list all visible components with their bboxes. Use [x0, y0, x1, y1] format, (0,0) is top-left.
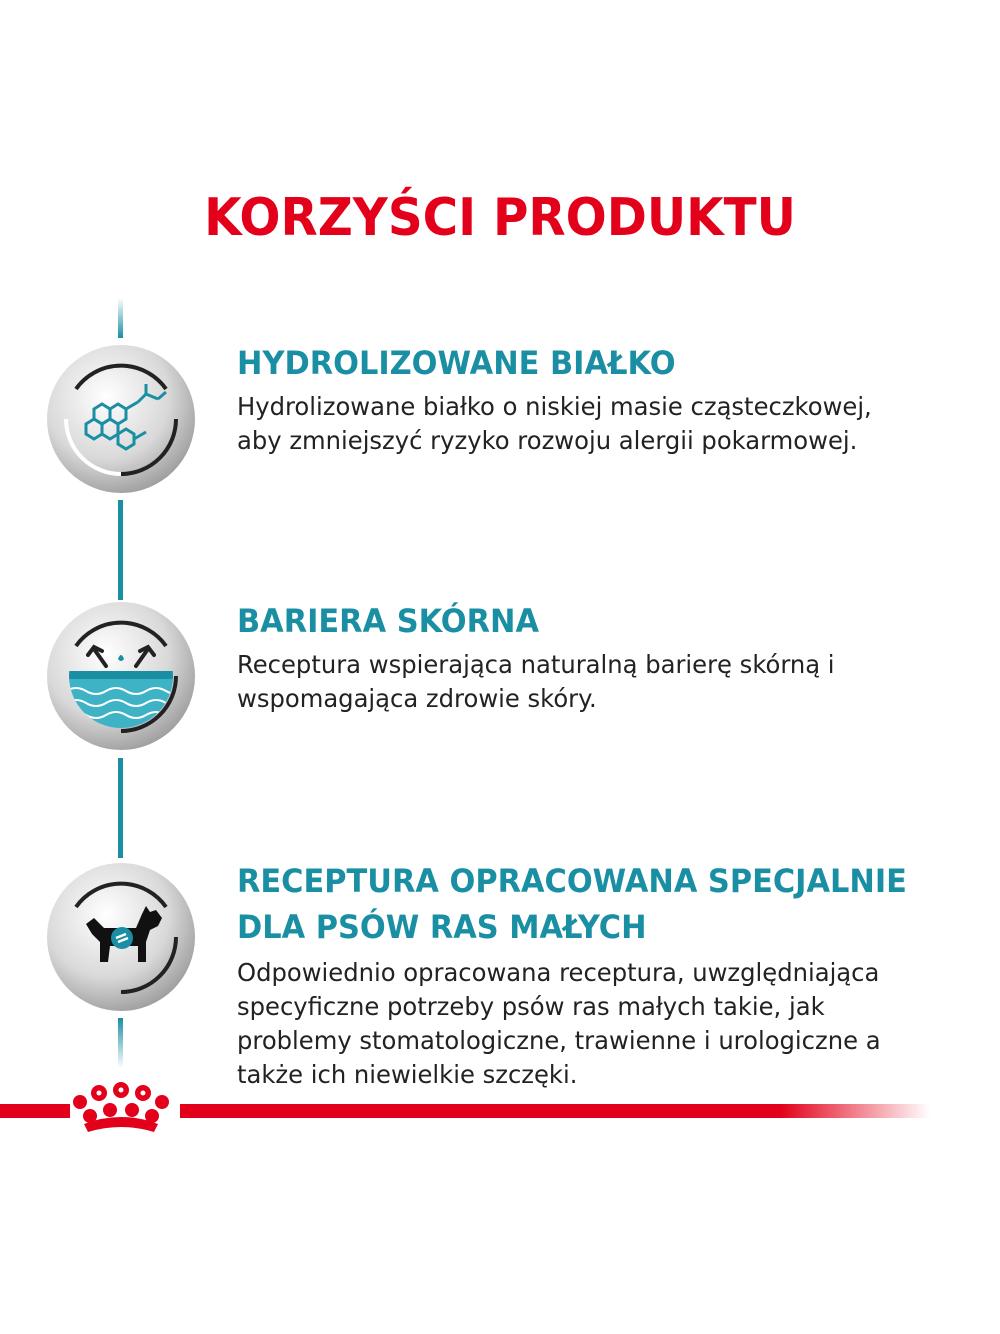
timeline-segment: [118, 500, 123, 600]
footer-red-line-fade: [180, 1104, 930, 1118]
timeline-segment: [118, 758, 123, 858]
footer-red-line: [0, 1104, 70, 1118]
benefit-description: Receptura wspierająca naturalną barierę skórną i wspomagająca zdrowie skóry.: [237, 650, 835, 713]
page-title: KORZYŚCI PRODUKTU: [204, 188, 796, 248]
benefit-heading: RECEPTURA OPRACOWANA SPECJALNIE DLA PSÓW RAS MAŁYCH: [237, 862, 907, 946]
benefit-heading: HYDROLIZOWANE BIAŁKO: [237, 344, 676, 382]
timeline-top-fade: [118, 298, 123, 338]
small-dog-icon: [46, 862, 196, 1012]
benefit-description: Hydrolizowane białko o niskiej masie cząsteczkowej, aby zmniejszyć ryzyko rozwoju alergii pokarmowej.: [237, 392, 872, 455]
royal-canin-crown-icon: [66, 1080, 176, 1140]
timeline-bottom-fade: [118, 1018, 123, 1068]
benefit-description: Odpowiednio opracowana receptura, uwzględniająca specyficzne potrzeby psów ras małych takie, jak problemy stomatologiczne, trawienne i urologiczne a także ich niewielkie szczęki.: [237, 958, 881, 1089]
molecule-icon: [46, 344, 196, 494]
skin-barrier-icon: [46, 601, 196, 751]
benefit-heading: BARIERA SKÓRNA: [237, 602, 540, 640]
